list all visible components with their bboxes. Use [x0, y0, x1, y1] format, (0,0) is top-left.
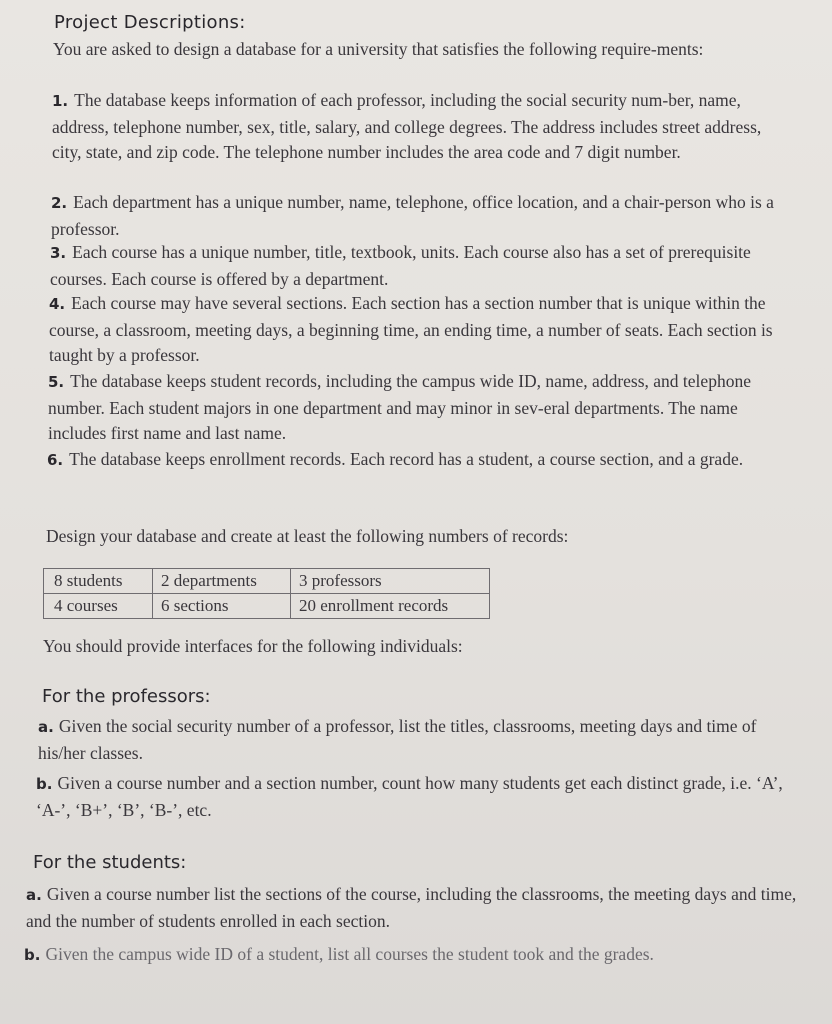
requirement-6 — [47, 447, 783, 474]
requirement-number: 2. — [51, 194, 68, 212]
record-count-table — [43, 568, 490, 619]
table-cell: 2 departments — [153, 569, 291, 594]
professor-item-a — [38, 714, 790, 766]
item-text: Given the social security number of a professor, list the titles, classrooms, meeting days and time of his/her classes. — [38, 716, 757, 763]
requirement-text: Each department has a unique number, name, telephone, office location, and a chair-person who is a professor. — [51, 192, 774, 239]
page-title: Project Descriptions: — [54, 12, 246, 33]
item-label: b. — [36, 775, 53, 793]
intro-paragraph: You are asked to design a database for a university that satisfies the following require-ments: — [53, 39, 704, 59]
table-cell: 8 students — [44, 569, 153, 594]
item-text: Given a course number and a section number, count how many students get each distinct grade, i.e. ‘A’, ‘A-’, ‘B+’, ‘B’, ‘B-’, etc. — [36, 773, 783, 820]
requirement-number: 6. — [47, 451, 64, 469]
professor-item-b — [36, 771, 792, 823]
requirement-number: 4. — [49, 295, 66, 313]
item-label: a. — [38, 718, 54, 736]
requirement-1 — [52, 88, 782, 166]
student-item-a — [26, 882, 798, 934]
requirement-number: 3. — [50, 244, 67, 262]
students-heading: For the students: — [33, 852, 187, 873]
table-cell: 4 courses — [44, 594, 153, 619]
table-cell: 20 enrollment records — [291, 594, 490, 619]
item-label: a. — [26, 886, 42, 904]
requirement-text: The database keeps enrollment records. Each record has a student, a course section, and a grade. — [69, 449, 744, 469]
student-item-b — [24, 942, 800, 969]
requirement-text: Each course has a unique number, title, textbook, units. Each course also has a set of prerequisite courses. Each course is offered by a department. — [50, 242, 751, 289]
requirement-4 — [49, 291, 781, 369]
requirement-3 — [50, 240, 780, 292]
requirement-2 — [51, 190, 781, 242]
table-row — [44, 594, 490, 619]
item-text: Given the campus wide ID of a student, list all courses the student took and the grades. — [45, 944, 654, 964]
design-instructions: Design your database and create at least the following numbers of records: — [46, 526, 569, 546]
requirement-5 — [48, 369, 782, 447]
table-cell: 6 sections — [153, 594, 291, 619]
requirement-text: Each course may have several sections. Each section has a section number that is unique within the course, a classroom, meeting days, a beginning time, an ending time, a number of seats. Each section is taught by a professor. — [49, 293, 773, 365]
item-text: Given a course number list the sections of the course, including the classrooms, the meeting days and time, and the number of students enrolled in each section. — [26, 884, 797, 931]
requirement-text: The database keeps information of each professor, including the social security num-ber, name, address, telephone number, sex, title, salary, and college degrees. The address includes street address, city, state, and zip code. The telephone number includes the area code and 7 digit number. — [52, 90, 762, 162]
table-cell: 3 professors — [291, 569, 490, 594]
interfaces-intro: You should provide interfaces for the following individuals: — [43, 636, 463, 656]
requirement-number: 5. — [48, 373, 65, 391]
item-label: b. — [24, 946, 41, 964]
requirement-text: The database keeps student records, including the campus wide ID, name, address, and telephone number. Each student majors in one department and may minor in sev-eral departments. The name includes first name and last name. — [48, 371, 751, 443]
professors-heading: For the professors: — [42, 686, 211, 707]
requirement-number: 1. — [52, 92, 69, 110]
table-row — [44, 569, 490, 594]
